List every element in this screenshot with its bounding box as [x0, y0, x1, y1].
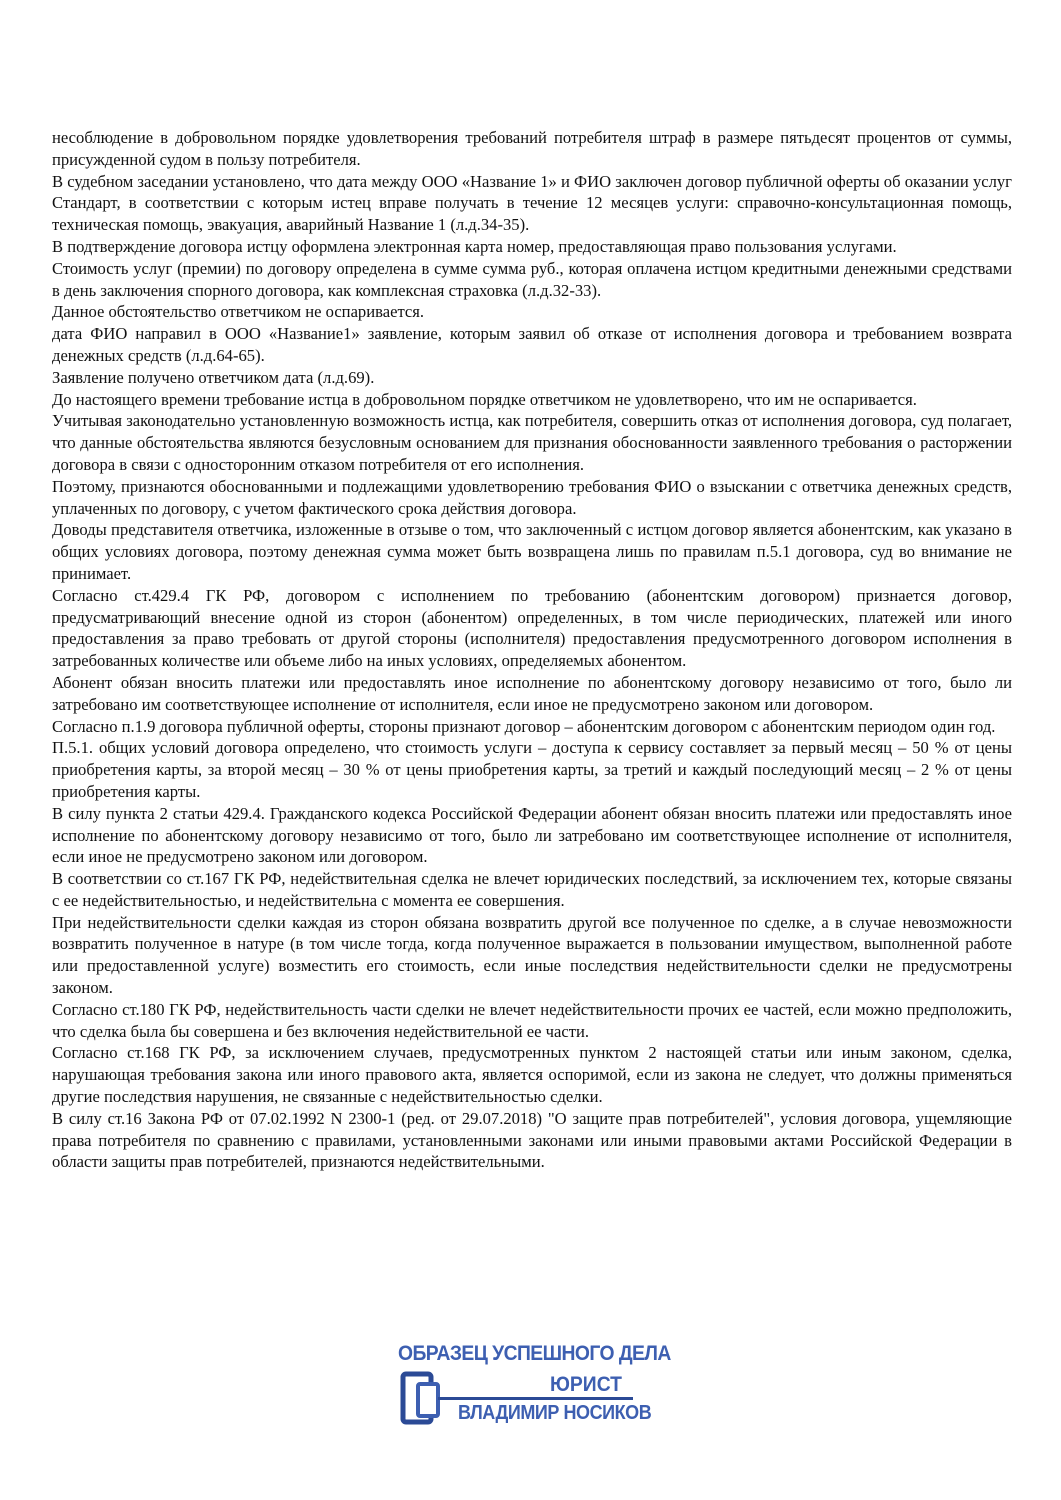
paragraph: В силу пункта 2 статьи 429.4. Гражданского кодекса Российской Федерации абонент обязан вносить платежи или предоставлять иное исполнение по абонентскому договору независимо от того, было ли затребовано им соответствующее исполнение от исполнителя, если иное не предусмотрено законом или договором. — [52, 803, 1012, 867]
paragraph: Согласно ст.180 ГК РФ, недействительность части сделки не влечет недействительности прочих ее частей, если можно предположить, что сделка была бы совершена и без включения недействительной ее части. — [52, 999, 1012, 1041]
paragraph: В силу ст.16 Закона РФ от 07.02.1992 N 2300-1 (ред. от 29.07.2018) "О защите прав потребителей", условия договора, ущемляющие права потребителя по сравнению с правилами, установленными законами или иными правовыми актами Российской Федерации в области защиты прав потребителей, признаются недействительными. — [52, 1108, 1012, 1172]
watermark-logo — [398, 1342, 671, 1428]
logo-divider — [438, 1397, 633, 1400]
paragraph: Согласно ст.168 ГК РФ, за исключением случаев, предусмотренных пунктом 2 настоящей статьи или иным законом, сделка, нарушающая требования закона или иного правового акта, является оспоримой, если из закона не следует, что должны применяться другие последствия нарушения, не связанные с недействительностью сделки. — [52, 1043, 1012, 1107]
paragraph: В судебном заседании установлено, что дата между ООО «Название 1» и ФИО заключен договор публичной оферты об оказании услуг Стандарт, в соответствии с которым истец вправе получать в течение 12 месяцев услуги: справочно-консультационная помощь, техническая помощь, эвакуация, аварийный Название 1 (л.д.34-35). — [52, 171, 1012, 235]
paragraph: несоблюдение в добровольном порядке удовлетворения требований потребителя штраф в размере пятьдесят процентов от суммы, присужденной судом в пользу потребителя. — [52, 128, 1012, 169]
paragraph: В подтверждение договора истцу оформлена электронная карта номер, предоставляющая право пользования услугами. — [52, 236, 897, 256]
logo-name: ВЛАДИМИР НОСИКОВ — [458, 1402, 652, 1424]
logo-role: ЮРИСТ — [550, 1373, 622, 1396]
paragraph: дата ФИО направил в ООО «Название1» заявление, которым заявил об отказе от исполнения договора и требованием возврата денежных средств (л.д.64-65). — [52, 324, 1012, 365]
paragraph: П.5.1. общих условий договора определено, что стоимость услуги – доступа к сервису составляет за первый месяц – 50 % от цены приобретения карты, за второй месяц – 30 % от цены приобретения карты, за третий и каждый последующий месяц – 2 % от цены приобретения карты. — [52, 738, 1012, 801]
logo-title: ОБРАЗЕЦ УСПЕШНОГО ДЕЛА — [398, 1342, 671, 1365]
paragraph: Согласно п.1.9 договора публичной оферты, стороны признают договор – абонентским договором с абонентским периодом один год. — [52, 716, 996, 736]
paragraph: В соответствии со ст.167 ГК РФ, недействительная сделка не влечет юридических последствий, за исключением тех, которые связаны с ее недействительностью, и недействительна с момента ее совершения. — [52, 869, 1012, 910]
paragraph: Поэтому, признаются обоснованными и подлежащими удовлетворению требования ФИО о взыскании с ответчика денежных средств, уплаченных по договору, с учетом фактического срока действия договора. — [52, 476, 1012, 518]
paragraph: Абонент обязан вносить платежи или предоставлять иное исполнение по абонентскому договору независимо от того, было ли затребовано им соответствующее исполнение от исполнителя, если иное не предусмотрено законом или договором. — [52, 672, 1012, 714]
document-body — [52, 127, 1012, 1173]
paragraph: Стоимость услуг (премии) по договору определена в сумме сумма руб., которая оплачена истцом кредитными денежными средствами в день заключения спорного договора, как комплексная страховка (л.д.32-33). — [52, 258, 1012, 300]
paragraph: Заявление получено ответчиком дата (л.д.69). — [52, 367, 375, 387]
paragraph: Доводы представителя ответчика, изложенные в отзыве о том, что заключенный с истцом договор является абонентским, как указано в общих условиях договора, поэтому денежная сумма может быть возвращена лишь по правилам п.5.1 договора, суд во внимание не принимает. — [52, 520, 1012, 583]
paragraph: Учитывая законодательно установленную возможность истца, как потребителя, совершить отказ от исполнения договора, суд полагает, что данные обстоятельства являются безусловным основанием для признания обоснованности заявленного требования о расторжении договора в связи с односторонним отказом потребителя от его исполнения. — [52, 411, 1012, 474]
paragraph: Согласно ст.429.4 ГК РФ, договором с исполнением по требованию (абонентским договором) признается договор, предусматривающий внесение одной из сторон (абонентом) определенных, в том числе периодических, платежей или иного предоставления за право требовать от другой стороны (исполнителя) предоставления предусмотренного договором исполнения в затребованных количестве или объеме либо на иных условиях, определяемых абонентом. — [52, 585, 1012, 671]
paragraph: При недействительности сделки каждая из сторон обязана возвратить другой все полученное по сделке, а в случае невозможности возвратить полученное в натуре (в том числе тогда, когда полученное выражается в пользовании имуществом, выполненной работе или предоставленной услуге) возместить его стоимость, если иные последствия недействительности сделки не предусмотрены законом. — [52, 912, 1012, 998]
paragraph: До настоящего времени требование истца в добровольном порядке ответчиком не удовлетворено, что им не оспаривается. — [52, 389, 917, 409]
paragraph: Данное обстоятельство ответчиком не оспаривается. — [52, 302, 425, 322]
